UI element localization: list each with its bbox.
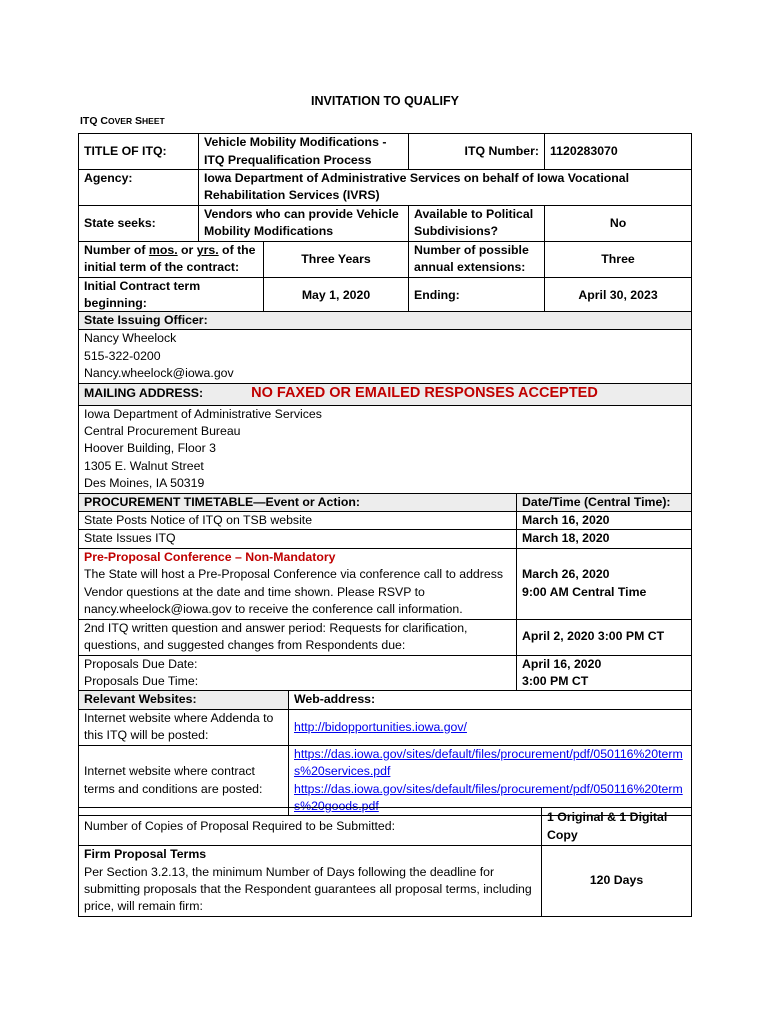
officer-phone: 515-322-0200	[84, 348, 161, 363]
cover-sheet-heading: ITQ COVER SHEET	[80, 115, 165, 127]
ending-value: April 30, 2023	[545, 277, 692, 313]
ending-label: Ending:	[409, 277, 545, 313]
preproposal-heading: Pre-Proposal Conference – Non-Mandatory	[84, 549, 336, 564]
timetable-date: April 16, 2020	[522, 656, 602, 671]
addenda-url-cell	[289, 709, 692, 745]
itq-number-value: 1120283070	[545, 134, 692, 170]
firm-terms-text: Per Section 3.2.13, the minimum Number of Days following the deadline for submitting proposals that the Respondent guarantees all proposal terms, including price, will remain firm:	[84, 864, 532, 914]
address-line: Central Procurement Bureau	[84, 424, 241, 439]
mailing-address	[79, 405, 692, 493]
terms-url-cell	[289, 745, 692, 816]
political-label: Available to Political Subdivisions?	[409, 205, 545, 241]
proposals-due-cell	[79, 655, 517, 691]
officer-label: State Issuing Officer:	[79, 312, 692, 330]
state-seeks-value: Vendors who can provide Vehicle Mobility Modifications	[199, 205, 409, 241]
extensions-label: Number of possible annual extensions:	[409, 241, 545, 277]
timetable-date: April 2, 2020 3:00 PM CT	[517, 619, 692, 655]
preproposal-date	[517, 548, 692, 619]
officer-contact	[79, 330, 692, 383]
title-label: TITLE OF ITQ:	[79, 134, 199, 170]
firm-terms-cell	[79, 846, 542, 917]
terms-services-link[interactable]: https://das.iowa.gov/sites/default/files/procurement/pdf/050116%20terms%20services.pdf	[294, 746, 683, 779]
firm-terms-value: 120 Days	[542, 846, 692, 917]
addenda-link[interactable]: http://bidopportunities.iowa.gov/	[294, 719, 467, 734]
term-value: Three Years	[264, 241, 409, 277]
mailing-header	[79, 383, 692, 405]
officer-name: Nancy Wheelock	[84, 331, 177, 346]
preproposal-text: The State will host a Pre-Proposal Conference via conference call to address Vendor questions at the date and time shown. Please RSVP to nancy.wheelock@iowa.gov to receive the conference call information.	[84, 567, 503, 617]
address-line: Iowa Department of Administrative Services	[84, 406, 322, 421]
title-value: Vehicle Mobility Modifications - ITQ Prequalification Process	[199, 134, 409, 170]
timetable-event: 2nd ITQ written question and answer period: Requests for clarification, questions, and suggested changes from Respondents due:	[79, 619, 517, 655]
terms-goods-link[interactable]: https://das.iowa.gov/sites/default/files/procurement/pdf/050116%20terms%20goods.pdf	[294, 781, 683, 813]
procurement-table	[78, 311, 692, 816]
timetable-header-event: PROCUREMENT TIMETABLE—Event or Action:	[79, 493, 517, 511]
websites-header-label: Relevant Websites:	[79, 691, 289, 709]
officer-email: Nancy.wheelock@iowa.gov	[84, 366, 234, 381]
address-line: Hoover Building, Floor 3	[84, 441, 216, 456]
timetable-date: March 26, 2020	[522, 567, 610, 582]
address-line: 1305 E. Walnut Street	[84, 458, 204, 473]
timetable-event: Proposals Due Time:	[84, 673, 199, 688]
proposal-terms-table	[78, 807, 692, 917]
timetable-event: Proposals Due Date:	[84, 656, 198, 671]
no-fax-warning: NO FAXED OR EMAILED RESPONSES ACCEPTED	[251, 385, 598, 402]
preproposal-cell	[79, 548, 517, 619]
term-label: Number of mos. or yrs. of the initial term of the contract:	[79, 241, 264, 277]
websites-header-addr: Web-address:	[289, 691, 692, 709]
begin-label: Initial Contract term beginning:	[79, 277, 264, 313]
proposals-due-date	[517, 655, 692, 691]
document-title: INVITATION TO QUALIFY	[311, 94, 459, 108]
timetable-date: March 18, 2020	[517, 530, 692, 548]
addenda-label: Internet website where Addenda to this ITQ will be posted:	[79, 709, 289, 745]
state-seeks-label: State seeks:	[79, 205, 199, 241]
agency-value: Iowa Department of Administrative Services on behalf of Iowa Vocational Rehabilitation Services (IVRS)	[199, 170, 692, 206]
timetable-event: State Posts Notice of ITQ on TSB website	[79, 512, 517, 530]
timetable-header-date: Date/Time (Central Time):	[517, 493, 692, 511]
firm-terms-heading: Firm Proposal Terms	[84, 847, 207, 862]
timetable-event: State Issues ITQ	[79, 530, 517, 548]
extensions-value: Three	[545, 241, 692, 277]
itq-number-label: ITQ Number:	[409, 134, 545, 170]
agency-label: Agency:	[79, 170, 199, 206]
timetable-time: 3:00 PM CT	[522, 673, 589, 688]
copies-label: Number of Copies of Proposal Required to be Submitted:	[79, 808, 542, 846]
begin-value: May 1, 2020	[264, 277, 409, 313]
itq-info-table	[78, 133, 692, 314]
address-line: Des Moines, IA 50319	[84, 476, 205, 491]
copies-value: 1 Original & 1 Digital Copy	[542, 808, 692, 846]
political-value: No	[545, 205, 692, 241]
mailing-label: MAILING ADDRESS:	[84, 386, 204, 401]
timetable-date: March 16, 2020	[517, 512, 692, 530]
timetable-time: 9:00 AM Central Time	[522, 584, 647, 599]
terms-label: Internet website where contract terms and conditions are posted:	[79, 745, 289, 816]
